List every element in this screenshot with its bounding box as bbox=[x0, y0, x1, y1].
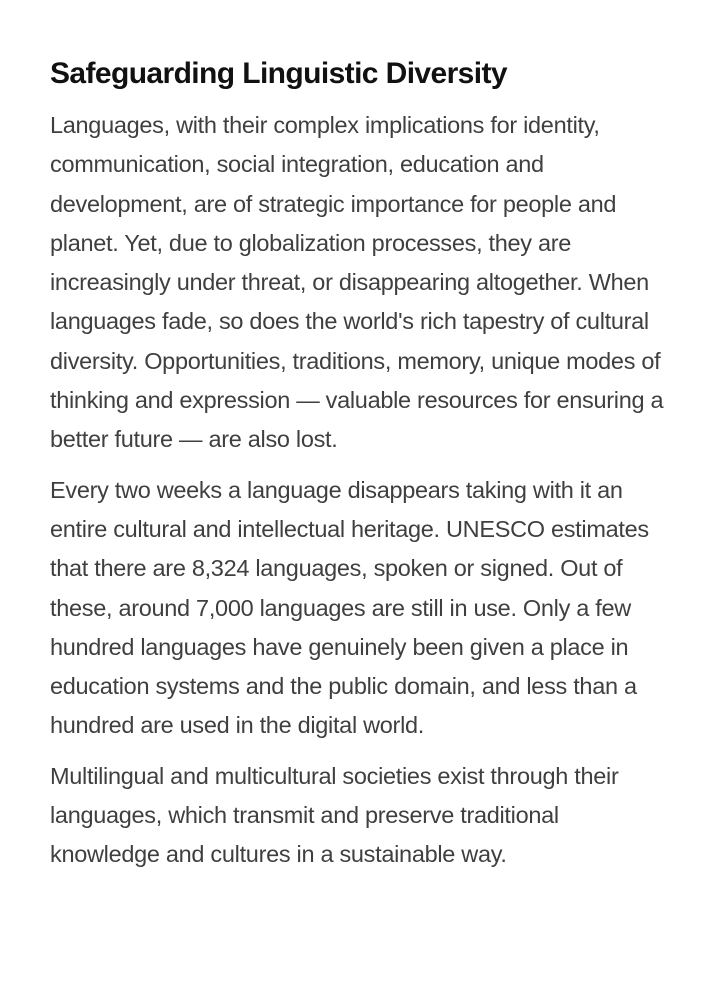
article-paragraph-3: Multilingual and multicultural societies exist through their languages, which transmit and preserve traditional knowledge and cultures in a sustainable way. bbox=[50, 762, 619, 868]
article-paragraph-2: Every two weeks a language disappears taking with it an entire cultural and intellectual heritage. UNESCO estimates that there are 8,324 languages, spoken or signed. Out of these, around 7,000 languages are still in use. Only a few hundred languages have genuinely been given a place in education systems and the public domain, and less than a hundred are used in the digital world. bbox=[50, 476, 649, 739]
article-paragraph-1: Languages, with their complex implications for identity, communication, social integration, education and development, are of strategic importance for people and planet. Yet, due to globalization processes, they are increasingly under threat, or disappearing altogether. When languages fade, so does the world's rich tapestry of cultural diversity. Opportunities, traditions, memory, unique modes of thinking and expression — valuable resources for ensuring a better future — are also lost. bbox=[50, 112, 664, 453]
article-title: Safeguarding Linguistic Diversity bbox=[50, 57, 507, 90]
article bbox=[50, 52, 668, 886]
